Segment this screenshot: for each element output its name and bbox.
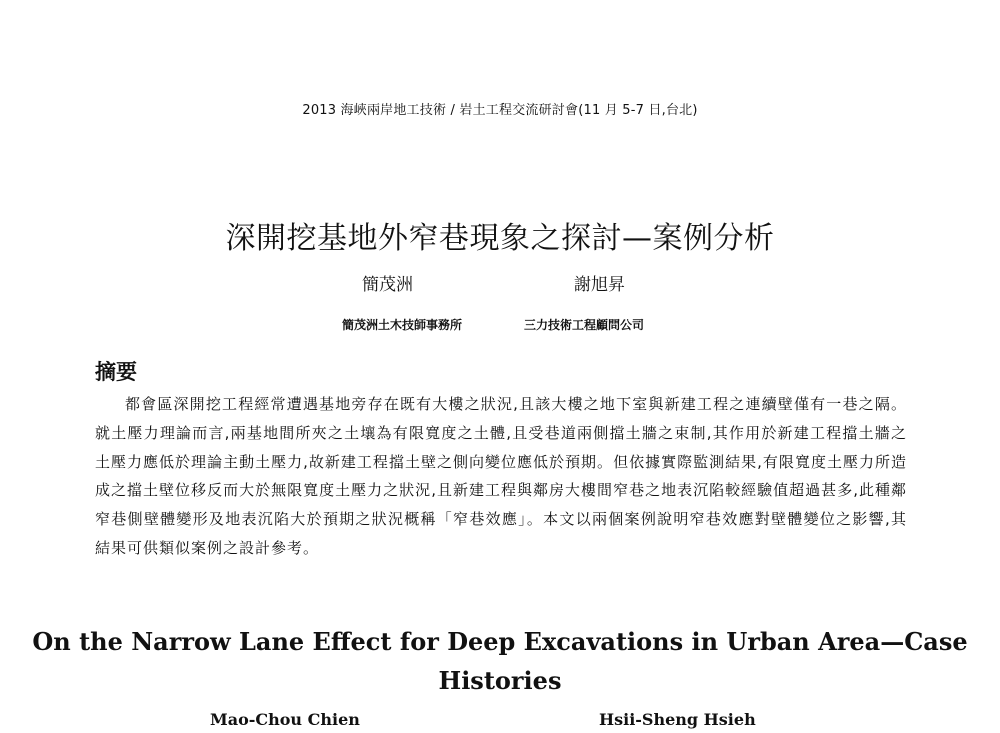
affiliation-zh-2: 三力技術工程顧問公司 <box>524 318 645 332</box>
paper-title-zh: 深開挖基地外窄巷現象之探討—案例分析 <box>225 221 775 256</box>
author-en-1: Mao-Chou Chien <box>210 710 360 729</box>
affiliation-zh-1: 簡茂洲土木技師事務所 <box>342 318 463 332</box>
paper-title-en: On the Narrow Lane Effect for Deep Excavations in Urban Area—Case Histories <box>32 627 968 695</box>
abstract-body: 都會區深開挖工程經常遭遇基地旁存在既有大樓之狀況,且該大樓之地下室與新建工程之連續壁僅有一巷之隔。就土壓力理論而言,兩基地間所夾之土壤為有限寬度之土體,且受巷道兩側擋土牆之束制,其作用於新建工程擋土牆之土壓力應低於理論主動土壓力,故新建工程擋土壁之側向變位應低於預期。但依據實際監測結果,有限寬度土壓力所造成之擋土壁位移反而大於無限寬度土壓力之狀況,且新建工程與鄰房大樓間窄巷之地表沉陷較經驗值超過甚多,此種鄰窄巷側壁體變形及地表沉陷大於預期之狀況概稱「窄巷效應」。本文以兩個案例說明窄巷效應對壁體變位之影響,其結果可供類似案例之設計參考。 <box>95 395 907 557</box>
abstract-heading: 摘要 <box>95 360 137 384</box>
conference-header: 2013 海峽兩岸地工技術 / 岩土工程交流研討會(11 月 5-7 日,台北) <box>302 103 698 118</box>
author-en-2: Hsii-Sheng Hsieh <box>599 710 756 729</box>
author-zh-1: 簡茂洲 <box>362 275 413 295</box>
author-zh-2: 謝旭昇 <box>574 275 625 295</box>
